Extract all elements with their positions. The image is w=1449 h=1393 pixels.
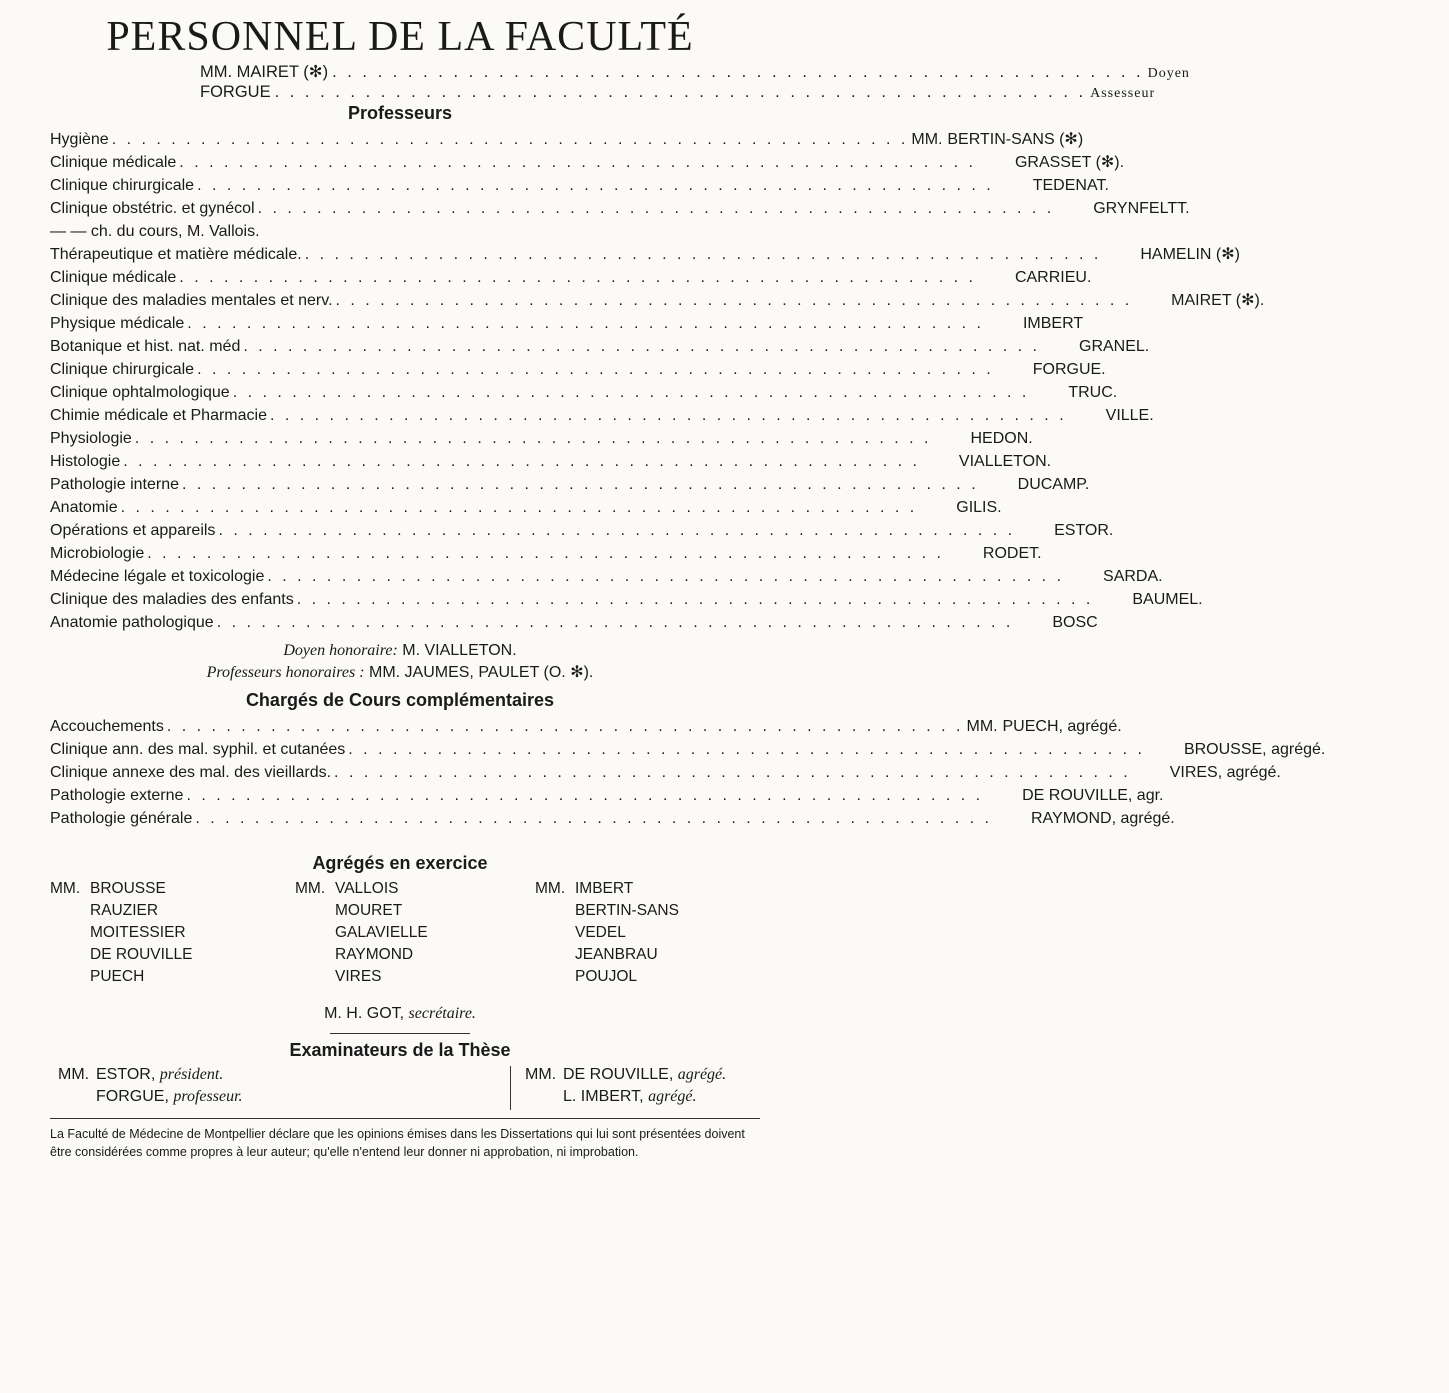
subject-label: Physiologie (50, 430, 132, 447)
agrege-name: JEANBRAU (575, 946, 658, 963)
agrege-name: GALAVIELLE (335, 924, 428, 941)
dean-role: Assesseur (1090, 86, 1156, 101)
examiner-name: ESTOR, (96, 1066, 156, 1083)
table-row (50, 588, 1203, 611)
agrege-line (535, 922, 679, 944)
person-name: HEDON. (970, 430, 1033, 447)
person-name: BAUMEL. (1132, 591, 1203, 608)
professors-heading-text: Professeurs (347, 103, 453, 123)
table-row (50, 174, 1109, 197)
leader-dots: . . . . . . . . . . . . . . . . . . . . . . . . . . . . . . . . . . . . . . . . . . . . . . . . . . . . . . (267, 568, 1065, 585)
agrege-line (295, 900, 428, 922)
leader-dots: . . . . . . . . . . . . . . . . . . . . . . . . . . . . . . . . . . . . . . . . . . . . . . . . . . . . . . (179, 154, 976, 171)
leader-dots: . . . . . . . . . . . . . . . . . . . . . . . . . . . . . . . . . . . . . . . . . . . . . . . . . . . . . . (335, 292, 1133, 309)
mm-label: MM. (535, 880, 566, 897)
table-row (50, 715, 1122, 738)
subject-label: — — ch. du cours, M. Vallois. (50, 223, 260, 240)
complementary-heading (0, 690, 800, 711)
leader-dots: . . . . . . . . . . . . . . . . . . . . . . . . . . . . . . . . . . . . . . . . . . . . . . . . . . . . . . (134, 430, 932, 447)
table-row (50, 220, 760, 243)
table-row (50, 450, 1052, 473)
examiner-name: FORGUE, (96, 1088, 169, 1105)
person-name: DUCAMP. (1017, 476, 1090, 493)
table-row (50, 761, 1281, 784)
person-name: PUECH, agrégé. (1002, 718, 1122, 735)
page-title: PERSONNEL DE LA FACULTÉ (106, 14, 694, 60)
examiner-role: agrégé. (648, 1088, 697, 1105)
examiner-role: professeur. (173, 1088, 243, 1105)
leader-dots: . . . . . . . . . . . . . . . . . . . . . . . . . . . . . . . . . . . . . . . . . . . . . . . . . . . . . . (334, 764, 1131, 781)
leader-dots: . . . . . . . . . . . . . . . . . . . . . . . . . . . . . . . . . . . . . . . . . . . . . . . . . . . . . . (166, 718, 964, 735)
mm-label: MM. (911, 131, 943, 148)
footer-note: La Faculté de Médecine de Montpellier déclare que les opinions émises dans les Dissertations qui lui sont présentées doivent être considérées comme propres à leur auteur; qu'elle n'entend leur donner ni approbation, ni improbation. (50, 1118, 760, 1161)
table-row (50, 473, 1090, 496)
table-row (50, 243, 1240, 266)
subject-label: Clinique des maladies des enfants (50, 591, 294, 608)
agreges-column (50, 878, 193, 988)
table-row (50, 312, 1084, 335)
agreges-heading-text: Agrégés en exercice (312, 853, 488, 873)
person-name: GRASSET (✻). (1014, 154, 1125, 171)
subject-label: Anatomie (50, 499, 118, 516)
leader-dots: . . . . . . . . . . . . . . . . . . . . . . . . . . . . . . . . . . . . . . . . . . . . . . . . . . . . . . (187, 315, 984, 332)
examiner-line (58, 1088, 243, 1106)
subject-label: Clinique des maladies mentales et nerv. (50, 292, 333, 309)
person-name: ESTOR. (1054, 522, 1114, 539)
person-name: GRYNFELTT. (1093, 200, 1190, 217)
secretary-name: M. H. GOT, (324, 1005, 405, 1022)
examiner-role: agrégé. (677, 1066, 727, 1083)
examiner-role: président. (159, 1066, 224, 1083)
person-name: RODET. (982, 545, 1042, 562)
leader-dots: . . . . . . . . . . . . . . . . . . . . . . . . . . . . . . . . . . . . . . . . . . . . . . . . . . . . . . (197, 361, 994, 378)
subject-label: Pathologie externe (50, 787, 184, 804)
mm-label: MM. (295, 880, 326, 897)
person-name: BROUSSE, agrégé. (1183, 741, 1326, 758)
table-row (50, 565, 1163, 588)
agrege-line (535, 966, 679, 988)
subject-label: Clinique chirurgicale (50, 177, 195, 194)
mm-label: MM. (58, 1066, 90, 1083)
agrege-name: BERTIN-SANS (575, 902, 679, 919)
agrege-name: RAUZIER (90, 902, 159, 919)
agrege-name: MOITESSIER (90, 924, 186, 941)
leader-dots: . . . . . . . . . . . . . . . . . . . . . . . . . . . . . . . . . . . . . . . . . . . . . . . . . . . . . . (179, 269, 976, 286)
table-row (50, 128, 1084, 151)
leader-dots: . . . . . . . . . . . . . . . . . . . . . . . . . . . . . . . . . . . . . . . . . . . . . . . . . . . . . . (120, 499, 918, 516)
subject-label: Thérapeutique et matière médicale. (50, 246, 302, 263)
subject-label: Clinique chirurgicale (50, 361, 195, 378)
agrege-line (50, 922, 193, 944)
person-name: BERTIN-SANS (✻) (947, 131, 1084, 148)
honorary-dean (0, 640, 800, 662)
person-name: CARRIEU. (1014, 269, 1092, 286)
agreges-grid (50, 878, 760, 993)
table-row (50, 197, 1190, 220)
person-name: TEDENAT. (1032, 177, 1109, 194)
agrege-name: DE ROUVILLE (90, 946, 193, 963)
subject-label: Médecine légale et toxicologie (50, 568, 265, 585)
table-row (50, 496, 1002, 519)
mm-label: MM. (50, 880, 81, 897)
person-name: FORGUE. (1032, 361, 1106, 378)
secretary-line (0, 1003, 800, 1025)
agrege-line (295, 944, 428, 966)
agrege-line (295, 966, 428, 988)
professors-heading (0, 103, 800, 124)
person-name: RAYMOND, agrégé. (1031, 810, 1175, 827)
person-name: IMBERT (1022, 315, 1084, 332)
table-row (50, 151, 1125, 174)
table-row (50, 542, 1042, 565)
professors-list (50, 128, 1265, 634)
examiner-name: DE ROUVILLE, (563, 1066, 674, 1083)
separator-rule (330, 1033, 470, 1034)
dean-name: MM. MAIRET (✻) (200, 63, 329, 81)
subject-label: Chimie médicale et Pharmacie (50, 407, 267, 424)
honorary-professors-label: Professeurs honoraires : (206, 664, 365, 681)
leader-dots: . . . . . . . . . . . . . . . . . . . . . . . . . . . . . . . . . . . . . . . . . . . . . . . . . . . . . . (197, 177, 994, 194)
agrege-line (535, 900, 679, 922)
agrege-name: VEDEL (575, 924, 626, 941)
dean-row (200, 83, 1156, 102)
complementary-list (50, 715, 1326, 830)
examiner-line (525, 1088, 697, 1106)
agreges-column (535, 878, 679, 988)
subject-label: Clinique obstétric. et gynécol (50, 200, 255, 217)
leader-dots: . . . . . . . . . . . . . . . . . . . . . . . . . . . . . . . . . . . . . . . . . . . . . . . . . . . . . . (111, 131, 909, 148)
dean-row (200, 62, 1190, 82)
subject-label: Pathologie interne (50, 476, 179, 493)
subject-label: Accouchements (50, 718, 164, 735)
person-name: SARDA. (1103, 568, 1163, 585)
table-row (50, 335, 1150, 358)
table-row (50, 404, 1154, 427)
agrege-line (535, 944, 679, 966)
leader-dots: . . . . . . . . . . . . . . . . . . . . . . . . . . . . . . . . . . . . . . . . . . . . . . . . . . . . . . (296, 591, 1094, 608)
subject-label: Clinique médicale (50, 269, 177, 286)
leader-dots: . . . . . . . . . . . . . . . . . . . . . . . . . . . . . . . . . . . . . . . . . . . . . . . . . . . . . . (216, 614, 1014, 631)
subject-label: Histologie (50, 453, 121, 470)
table-row (50, 381, 1118, 404)
leader-dots: . . . . . . . . . . . . . . . . . . . . . . . . . . . . . . . . . . . . . . . . . . . . . . . . . . . . . . (218, 522, 1016, 539)
subject-label: Hygiène (50, 131, 109, 148)
examiner-name: L. IMBERT, (563, 1088, 644, 1105)
leader-dots: . . . . . . . . . . . . . . . . . . . . . . . . . . . . . . . . . . . . . . . . . . . . . . . . . . . . . . (123, 453, 920, 470)
leader-dots: . . . . . . . . . . . . . . . . . . . . . . . . . . . . . . . . . . . . . . . . . . . . . . . . . . . . . . (332, 63, 1144, 81)
person-name: VILLE. (1105, 407, 1154, 424)
leader-dots: . . . . . . . . . . . . . . . . . . . . . . . . . . . . . . . . . . . . . . . . . . . . . . . . . . . . . . (186, 787, 984, 804)
agrege-line (295, 922, 428, 944)
leader-dots: . . . . . . . . . . . . . . . . . . . . . . . . . . . . . . . . . . . . . . . . . . . . . . . . . . . . . . (243, 338, 1040, 355)
person-name: GILIS. (956, 499, 1002, 516)
examiners-divider (510, 1066, 511, 1110)
examiners-heading (0, 1040, 800, 1061)
honorary-dean-label: Doyen honoraire: (283, 642, 398, 659)
agrege-line (50, 878, 193, 900)
leader-dots: . . . . . . . . . . . . . . . . . . . . . . . . . . . . . . . . . . . . . . . . . . . . . . . . . . . . . . (304, 246, 1102, 263)
agrege-name: POUJOL (575, 968, 638, 985)
table-row (50, 738, 1326, 761)
leader-dots: . . . . . . . . . . . . . . . . . . . . . . . . . . . . . . . . . . . . . . . . . . . . . . . . . . . . . . (269, 407, 1067, 424)
leader-dots: . . . . . . . . . . . . . . . . . . . . . . . . . . . . . . . . . . . . . . . . . . . . . . . . . . . . . . (348, 741, 1145, 758)
subject-label: Clinique médicale (50, 154, 177, 171)
person-name: DE ROUVILLE, agr. (1022, 787, 1164, 804)
person-name: VIALLETON. (958, 453, 1052, 470)
leader-dots: . . . . . . . . . . . . . . . . . . . . . . . . . . . . . . . . . . . . . . . . . . . . . . . . . . . . . . (232, 384, 1030, 401)
agrege-line (295, 878, 428, 900)
person-name: BOSC (1052, 614, 1098, 631)
subject-label: Microbiologie (50, 545, 145, 562)
subject-label: Anatomie pathologique (50, 614, 214, 631)
table-row (50, 358, 1106, 381)
examiner-line (525, 1066, 726, 1084)
table-row (50, 519, 1114, 542)
agrege-name: BROUSSE (90, 880, 166, 897)
table-row (50, 266, 1092, 289)
agrege-name: VIRES (335, 968, 382, 985)
examiners-heading-text: Examinateurs de la Thèse (289, 1040, 511, 1060)
person-name: MAIRET (✻). (1171, 292, 1265, 309)
subject-label: Physique médicale (50, 315, 185, 332)
examiner-line (58, 1066, 223, 1084)
agrege-name: IMBERT (575, 880, 634, 897)
honorary-professors (0, 662, 800, 684)
table-row (50, 611, 1098, 634)
mm-label: MM. (525, 1066, 557, 1083)
leader-dots: . . . . . . . . . . . . . . . . . . . . . . . . . . . . . . . . . . . . . . . . . . . . . . . . . . . . . . (257, 200, 1055, 217)
subject-label: Pathologie générale (50, 810, 193, 827)
person-name: VIRES, agrégé. (1169, 764, 1281, 781)
table-row (50, 427, 1033, 450)
leader-dots: . . . . . . . . . . . . . . . . . . . . . . . . . . . . . . . . . . . . . . . . . . . . . . . . . . . . . . (274, 83, 1087, 101)
person-name: GRANEL. (1079, 338, 1150, 355)
honorary-dean-name: M. VIALLETON. (402, 642, 517, 659)
agrege-name: RAYMOND (335, 946, 414, 963)
dean-role: Doyen (1147, 66, 1190, 81)
dean-name: FORGUE (200, 83, 271, 101)
complementary-heading-text: Chargés de Cours complémentaires (245, 690, 555, 710)
agrege-name: MOURET (335, 902, 403, 919)
agrege-name: PUECH (90, 968, 145, 985)
agrege-line (535, 878, 679, 900)
person-name: HAMELIN (✻) (1140, 246, 1240, 263)
leader-dots: . . . . . . . . . . . . . . . . . . . . . . . . . . . . . . . . . . . . . . . . . . . . . . . . . . . . . . (181, 476, 979, 493)
subject-label: Opérations et appareils (50, 522, 216, 539)
agreges-heading (0, 853, 800, 874)
subject-label: Botanique et hist. nat. méd (50, 338, 241, 355)
subject-label: Clinique annexe des mal. des vieillards. (50, 764, 332, 781)
honorary-professors-names: MM. JAUMES, PAULET (O. ✻). (368, 664, 594, 681)
leader-dots: . . . . . . . . . . . . . . . . . . . . . . . . . . . . . . . . . . . . . . . . . . . . . . . . . . . . . . (147, 545, 944, 562)
table-row (50, 807, 1175, 830)
agrege-line (50, 944, 193, 966)
agrege-line (50, 966, 193, 988)
secretary-role: secrétaire. (408, 1005, 476, 1022)
leader-dots: . . . . . . . . . . . . . . . . . . . . . . . . . . . . . . . . . . . . . . . . . . . . . . . . . . . . . . (195, 810, 992, 827)
subject-label: Clinique ophtalmologique (50, 384, 230, 401)
mm-label: MM. (966, 718, 998, 735)
table-row (50, 289, 1265, 312)
agreges-column (295, 878, 428, 988)
agrege-name: VALLOIS (335, 880, 399, 897)
table-row (50, 784, 1164, 807)
person-name: TRUC. (1068, 384, 1118, 401)
agrege-line (50, 900, 193, 922)
subject-label: Clinique ann. des mal. syphil. et cutanées (50, 741, 346, 758)
